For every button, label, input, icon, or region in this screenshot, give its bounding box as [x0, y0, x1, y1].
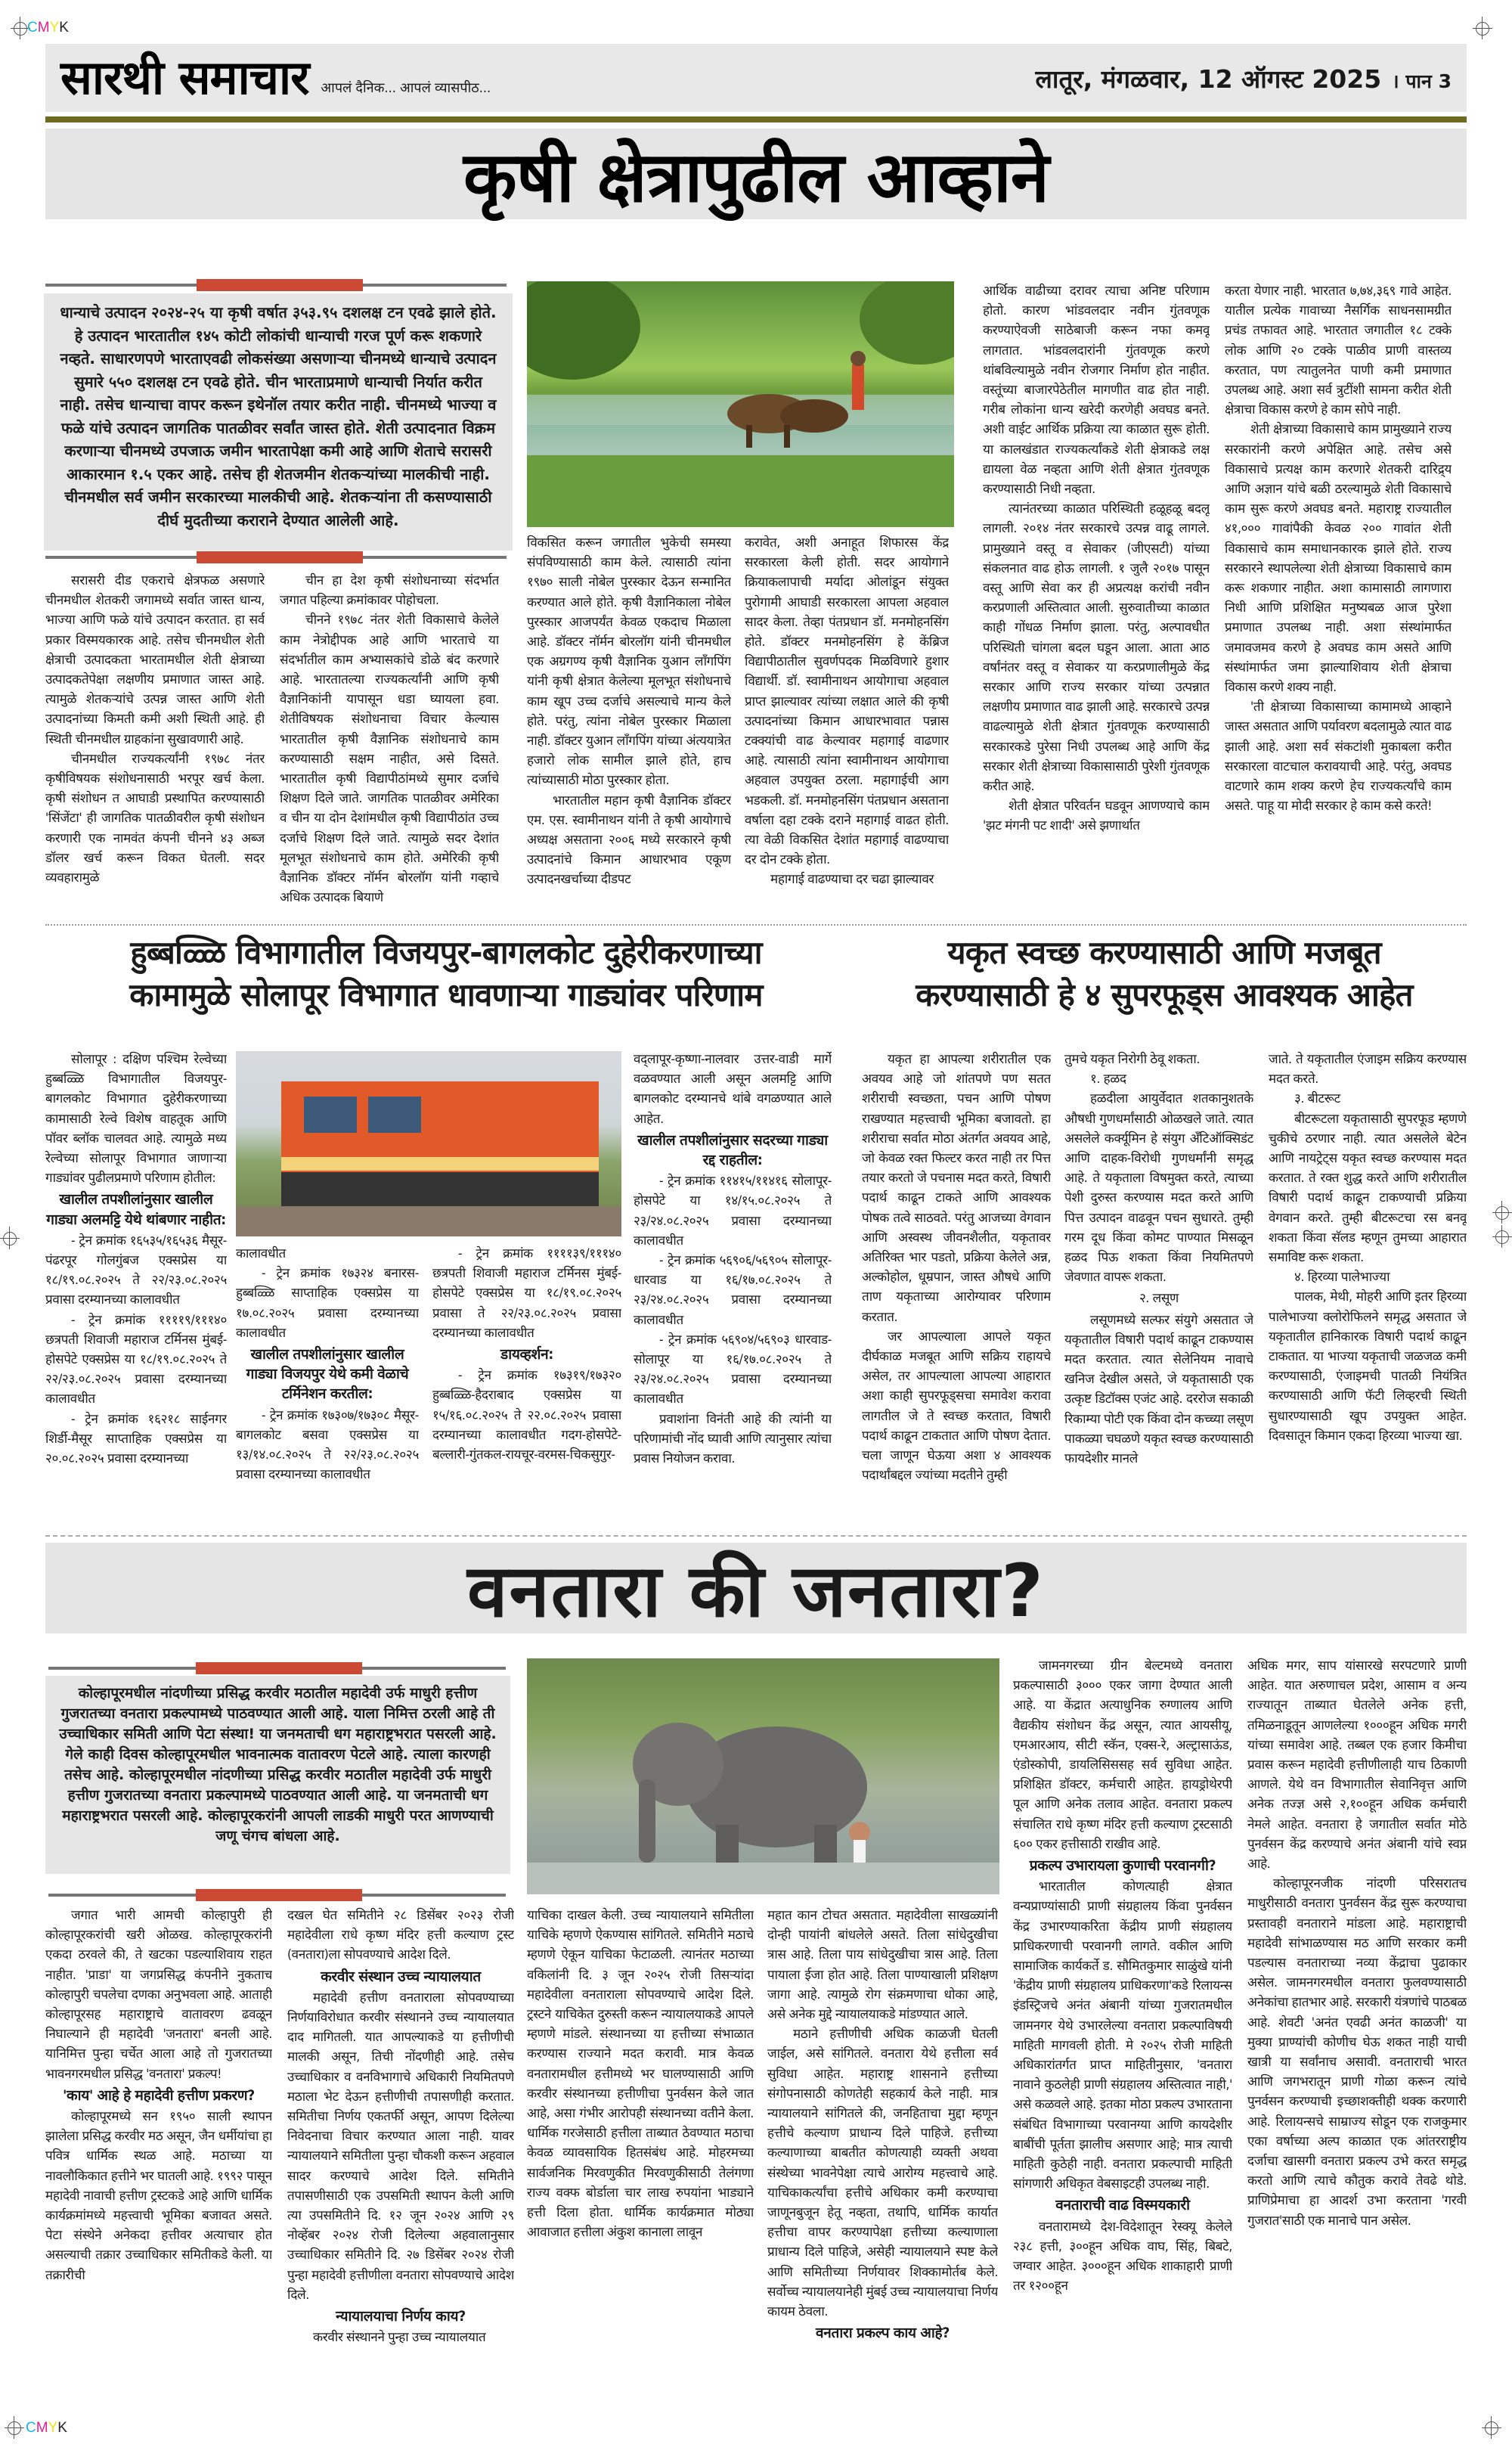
- vantara-title: वनतारा की जनतारा?: [467, 1548, 1045, 1633]
- paragraph: वद्लापूर-कृष्णा-नालवार उत्तर-वाडी मार्गे वळवण्यात आली असून अलमट्टि आणि बागलकोट दरम्यानचे थांबे वगळण्यात आले आहेत.: [634, 1052, 832, 1127]
- agri-column-2: [280, 571, 499, 919]
- cmyk-label-bottom: CMYK: [26, 2420, 67, 2436]
- agri-column-3: [527, 533, 731, 919]
- paragraph: सोलापूर : दक्षिण पश्चिम रेल्वेच्या हुब्बळ्ळि विभागातील विजयपुर-बागलकोट विभागात दुहेरीकरणाच्या कामासाठी रेल्वे विशेष वाहतूक आणि पॉवर ब्लॉक चालवत आहे. त्यामुळे मध्य रेल्वेच्या सोलापूर विभागात जाणाऱ्या गाड्यांवर पुढीलप्रमाणे परिणाम होतील:: [45, 1052, 227, 1187]
- agri-title: कृषी क्षेत्रापुढील आव्हाने: [463, 136, 1049, 218]
- liver-headline-line-1: यकृत स्वच्छ करण्यासाठी आणि मजबूत: [947, 934, 1381, 971]
- vantara-title-banner: [45, 1543, 1467, 1633]
- vantara-callout: कोल्हापूरमधील नांदणीच्या प्रसिद्ध करवीर मठातील महादेवी उर्फ माधुरी हत्तीण गुजरातच्या वनतारा प्रकल्पामध्ये पाठवण्यात आली आहे. याला निमित्त ठरली आहे ती उच्चाधिकार समिती आणि पेटा संस्था! या जनमताची धग महाराष्ट्रभरात पसरली आहे. गेले काही दिवस कोल्हापूरमधील भावनात्मक वातावरण पेटले आहे. त्याला कारणही तसेच आहे. कोल्हापूरमधील नांदणीच्या प्रसिद्ध करवीर मठातील महादेवी उर्फ माधुरी हत्तीण गुजरातच्या वनतारा प्रकल्पामध्ये पाठवण्यात आली आहे. या जनमताची धग महाराष्ट्रभरात पसरली आहे. कोल्हापूरकरांनी आपली लाडकी माधुरी परत आणण्याची जणू चंगच बांधला आहे.: [45, 1676, 510, 1874]
- paragraph: दखल घेत समितीने २८ डिसेंबर २०२३ रोजी महादेवीला राधे कृष्ण मंदिर हत्ती कल्याण ट्रस्ट (वनतारा)ला सोपवण्याचे आदेश दिले.: [287, 1908, 514, 1963]
- paragraph: जामनगरच्या ग्रीन बेल्टमध्ये वनतारा प्रकल्पासाठी ३००० एकर जागा देण्यात आली आहे. या केंद्रात अत्याधुनिक रुग्णालय आणि वैद्यकीय संशोधन केंद्र असून, त्यात आयसीयू, एमआरआय, सीटी स्कॅन, एक्स-रे, अल्ट्रासाऊंड, एंडोस्कोपी, डायलिसिससह सर्व सुविधा आहेत. प्रशिक्षित डॉक्टर, कर्मचारी आहेत. हायड्रोथेरपी पूल आणि अनेक तलाव आहेत. वनतारा प्रकल्प संचालित राधे कृष्ण मंदिर हत्ती कल्याण ट्रस्टसाठी ६०० एकर हत्तीसाठी राखीव आहे.: [1013, 1658, 1232, 1852]
- callout-rule-bottom: [45, 556, 507, 559]
- paragraph: लसूणमध्ये सल्फर संयुगे असतात जे यकृतातील विषारी पदार्थ काढून टाकण्यास मदत करतात. त्यात सेलेनियम नावाचे खनिज देखील असते, जे यकृतासाठी एक उत्कृष्ट डिटॉक्स एजंट आहे. दररोज सकाळी रिकाम्या पोटी एक किंवा दोन कच्च्या लसूण पाकळ्या चघळणे यकृत स्वच्छ करण्यासाठी फायदेशीर मानले: [1064, 1312, 1253, 1467]
- callout-rule-top: [48, 1667, 506, 1670]
- train-item: - ट्रेन क्रमांक ११११३९/१११४० छत्रपती शिवाजी महाराज टर्मिनस मुंबई-होसपेटे एक्सप्रेस या १८/१९.०८.२०२५ प्रवासा ते २२/२३.०८.२०२५ प्रवासा दरम्यानच्या कालावधीत: [432, 1246, 621, 1341]
- paragraph: पालक, मेथी, मोहरी आणि इतर हिरव्या पालेभाज्या क्लोरोफिलने समृद्ध असतात जे यकृतातील हानिकारक विषारी पदार्थ काढून टाकतात. या भाज्या यकृताची जळजळ कमी करण्यासाठी, एंजाइमची पातळी नियंत्रित करण्यासाठी आणि फॅटी लिव्हरची स्थिती सुधारण्यासाठी खूप उपयुक्त आहेत. दिवसातून किमान एकदा हिरव्या भाज्या खा.: [1269, 1289, 1467, 1444]
- paragraph: करावेत, अशी अनाहूत शिफारस केंद्र सरकारला केली होती. सदर आयोगाने क्रियाकलापाची मर्यादा ओलांडून संयुक्त पुरोगामी आघाडी सरकारला आपला अहवाल सादर केला. तेव्हा पंतप्रधान डॉ. मनमोहनसिंग होते. डॉक्टर मनमोहनसिंग हे केंब्रिज विद्यापीठातील सुवर्णपदक मिळविणारे हुशार विद्यार्थी. डॉ. स्वामीनाथन आयोगाचा अहवाल प्राप्त झाल्यावर त्यांच्या लक्षात आले की कृषी उत्पादनांच्या किमान आधारभावात पन्नास टक्क्यांची वाढ केल्यावर महागाई वाढणार आहे. त्यासाठी त्यांना स्वामीनाथन आयोगाचा अहवाल उपयुक्त ठरला. महागाईची आग भडकली. डॉ. मनमोहनसिंग पंतप्रधान असताना वर्षाला दहा टक्के दराने महागाई वाढत होती. त्या वेळी विकसित देशांत महागाई वाढण्याचा दर दोन टक्के होता.: [745, 535, 949, 868]
- elephant-icon: [527, 1658, 999, 1894]
- liver-column-3: [1269, 1050, 1467, 1534]
- paragraph: जाते. ते यकृतातील एंजाइम सक्रिय करण्यास मदत करते.: [1269, 1052, 1467, 1087]
- agri-photo: [527, 281, 954, 527]
- train-item: - ट्रेन क्रमांक ५६९०४/५६९०३ धारवाड-सोलापूर या १६/१७.०८.२०२५ ते २३/२४.०८.२०२५ प्रवासा दरम्यानच्या कालावधीत: [634, 1332, 832, 1407]
- agri-column-5: [983, 281, 1210, 919]
- farmer-ox-icon: [527, 281, 954, 527]
- train-item: - ट्रेन क्रमांक १७३१९/१७३२० हुब्बळ्ळि-हैदराबाद एक्सप्रेस या १५/१६.०८.२०२५ ते २२.०८.२०२५ प्रवासा दरम्यानच्या कालावधीत गदग-होसपेटे-बल्लारी-गुंतकल-रायचूर-वरमस-चिकसुगुर-: [432, 1368, 621, 1463]
- paragraph: आर्थिक वाढीच्या दरावर त्याचा अनिष्ट परिणाम होतो. कारण भांडवलदार नवीन गुंतवणूक करण्याऐवजी साठेबाजी करून नफा कमवू लागतात. भांडवलदारांनी गुंतवणूक करणे थांबविल्यामुळे नवीन रोजगार निर्माण होत नाहीत. वस्तूंच्या बाजारपेठेतील मागणीत वाढ होत नाही. गरीब लोकांना धान्य खरेदी करणेही अवघड बनते. अशी वाईट आर्थिक प्रक्रिया त्या काळात सुरू होती. या कालखंडात राज्यकर्त्यांकडे शेती क्षेत्राकडे लक्ष द्यायला वेळ नव्हता आणि शेती क्षेत्रात गुंतवणूक करण्यासाठी निधी नव्हता.: [983, 284, 1210, 498]
- train-item: - ट्रेन क्रमांक १६२१८ साईनगर शिर्डी-मैसूर साप्ताहिक एक्सप्रेस या २०.०८.२०२५ प्रवासा दरम्यानच्या: [45, 1411, 227, 1467]
- rail-subheading-4: खालील तपशीलांनुसार सदरच्या गाड्या रद्द राहतील:: [637, 1131, 828, 1169]
- agri-callout: धान्याचे उत्पादन २०२४-२५ या कृषी वर्षात ३५३.९५ दशलक्ष टन एवढे झाले होते. हे उत्पादन भारतातील १४५ कोटी लोकांची धान्याची गरज पूर्ण करू शकणारे नव्हते. साधारणपणे भारताएवढी लोकसंख्या असणाऱ्या चीनमध्ये धान्याचे उत्पादन सुमारे ५५० दशलक्ष टन एवढे होते. चीन भारताप्रमाणे धान्याची निर्यात करीत नाही. तसेच धान्याचा वापर करून इथेनॉल तयार करीत नाही. चीनमध्ये भाज्या व फळे यांचे उत्पादन जागतिक पातळीवर सर्वांत जास्त होते. शेती उत्पादनात विक्रम करणाऱ्या चीनमध्ये उपजाऊ जमीन भारतापेक्षा कमी आहे आणि शेताचे सरासरी आकारमान १.५ एकर आहे. तसेच ही शेतजमीन शेतकऱ्यांच्या मालकीची नाही. चीनमधील सर्व जमीन सरकारच्या मालकीची आहे. शेतकऱ्यांना ती कसण्यासाठी दीर्घ मुदतीच्या कराराने देण्यात आलेली आहे.: [44, 293, 513, 551]
- rail-subheading-3: डायव्हर्शन:: [500, 1346, 553, 1363]
- rail-column-3: [432, 1244, 621, 1531]
- tagline: आपलं दैनिक... आपलं व्यासपीठ...: [321, 80, 491, 96]
- superfood-heading-2: २. लसूण: [1139, 1291, 1179, 1307]
- vantara-column-3: [527, 1906, 754, 2378]
- paragraph: यकृत हा आपल्या शरीरातील एक अवयव आहे जो शांतपणे पण सतत शरीराची स्वच्छता, पचन आणि पोषण राखण्यात महत्त्वाची भूमिका बजावतो. हा शरीराचा सर्वात मोठा अंतर्गत अवयव आहे, जो केवळ रक्त फिल्टर करत नाही तर पित्त तयार करतो जे पचनास मदत करते, विषारी पदार्थ काढून टाकते आणि आवश्यक पोषक तत्वे साठवते. परंतु आजच्या वेगवान आणि अस्वस्थ जीवनशैलीत, यकृतावर अतिरिक्त भार पडतो, प्रक्रिया केलेले अन्न, अल्कोहोल, धूम्रपान, जास्त औषधे आणि ताण यकृताच्या आरोग्यावर परिणाम करतात.: [862, 1052, 1051, 1325]
- paragraph: जर आपल्याला आपले यकृत दीर्घकाळ मजबूत आणि सक्रिय राहायचे असेल, तर आपल्याला आपल्या आहारात अशा काही सुपरफूड्सचा समावेश करावा लागतील जे ते स्वच्छ करतात, विषारी पदार्थ काढून टाकतात आणि पोषण देतात. चला जाणून घेऊया अशा ४ आवश्यक पदार्थांबद्दल ज्यांच्या मदतीने तुम्ही: [862, 1329, 1051, 1484]
- paragraph: शेती क्षेत्राच्या विकासाचे काम प्रामुख्याने राज्य सरकारांनी करणे अपेक्षित आहे. तसेच असे विकासाचे प्रत्यक्ष काम करणारे शेतकरी दारिद्र्य आणि अज्ञान यांचे बळी ठरल्यामुळे शेती विकासाचे काम सुरू करणे अवघड बनते. महाराष्ट्र राज्यातील ४१,००० गावांपैकी केवळ २०० गावांत शेती विकासाचे काम समाधानकारक झाले होते. राज्य सरकारने स्थापलेल्या शेती क्षेत्राच्या विकासाचे काम करू शकणार नाहीत. अशा कामासाठी लागणारा निधी आणि प्रशिक्षित मनुष्यबळ आज पुरेशा प्रमाणात उपलब्ध नाही. अशा संस्थांमार्फत जमावजमव करणे हे अवघड काम असते आणि संस्थांमार्फत जमा झाल्याशिवाय शेती क्षेत्राचा विकास करणे शक्य नाही.: [1225, 422, 1452, 696]
- rail-column-4: [634, 1050, 832, 1534]
- paragraph: मठाने हत्तीणीची अधिक काळजी घेतली जाईल, असे सांगितले. वनतारा येथे हत्तीला सर्व सुविधा आहेत. महाराष्ट्र शासनाने हत्तीच्या संगोपनासाठी कोणतेही सहकार्य केले नाही. मात्र न्यायालयाने सांगितले की, जनहिताचा मुद्दा म्हणून हत्तीचे कल्याण प्राधान्य दिले पाहिजे. हत्तीच्या कल्याणाच्या बाबतीत कोणत्याही व्यक्ती अथवा संस्थेच्या भावनेपेक्षा त्याचे आरोग्य महत्त्वाचे आहे. याचिकाकर्त्यांचा हत्तीचे अधिकार कमी करण्याचा जाणूनबुजून हेतू नव्हता, तथापि, धार्मिक कार्यात हत्तीचा वापर करण्यापेक्षा हत्तीच्या कल्याणाला प्राधान्य दिले पाहिजे, असेही न्यायालयाने स्पष्ट केले आणि समितीच्या निर्णयावर शिक्कामोर्तब केले. सर्वोच्च न्यायालयानेही मुंबई उच्च न्यायालयाचा निर्णय कायम ठेवला.: [767, 2027, 998, 2320]
- section-divider: [45, 924, 1467, 926]
- vantara-column-2: [287, 1906, 514, 2378]
- superfood-heading-4: ४. हिरव्या पालेभाज्या: [1294, 1270, 1390, 1286]
- vantara-subheading-6: वनताराची वाढ विस्मयकारी: [1055, 2197, 1190, 2214]
- paragraph: याचिका दाखल केली. उच्च न्यायालयाने समितीला याचिके म्हणणे ऐकण्यास सांगितले. समितीने मठाचे म्हणणे ऐकून याचिका फेटाळली. त्यानंतर मठाच्या वकिलांनी दि. ३ जून २०२५ रोजी तिसऱ्यांदा महादेवीला वनताराला सोपवण्याचे आदेश दिले. ट्रस्टने याचिकेत दुरुस्ती करून न्यायालयाकडे आपले म्हणणे मांडले. संस्थानच्या या हत्तीच्या संभाळात करण्यास राज्याने मदत करावी. मात्र केवळ वनतारामधील हत्तीमध्ये भर घालण्यासाठी आणि करवीर संस्थानच्या हत्तीणीचा पुनर्वसन केले जात आहे, असा गंभीर आरोपही संस्थानच्या वतीने केला. धार्मिक गरजेसाठी हत्तीला ताब्यात ठेवण्यात मठाचा केवळ व्यावसायिक हितसंबंध आहे. मोहरमच्या सार्वजनिक मिरवणुकीत मिरवणुकीसाठी तेलंगणा राज्य वक्फ बोर्डाला चार लाख रुपयांना भाड्याने हत्ती दिला होता. धार्मिक कार्यक्रमात मोठ्या आवाजात हत्तीला अंकुश कानाला लावून: [527, 1908, 754, 2241]
- superfood-heading-3: ३. बीटरूट: [1294, 1091, 1340, 1107]
- newspaper-logo: सारथी समाचार: [60, 50, 309, 105]
- paragraph: जगात भारी आमची कोल्हापुरी ही कोल्हापूरकरांची खरी ओळख. कोल्हापूरकरांनी एकदा ठरवले की, ते खटका पडल्याशिवाय राहत नाहीत. 'प्राडा' या जगप्रसिद्ध कंपनीने नुकताच कोल्हापुरी चपलेचा दणका अनुभवला आहे. आताही कोल्हापूरसह महाराष्ट्राचे वातावरण ढवळून निघाल्याने ही महादेवी 'जनतारा' बनली आहे. यानिमित्त पुन्हा चर्चेत आला आहे तो गुजरातच्या भावनगरमधील प्रसिद्ध 'वनतारा' प्रकल्प!: [45, 1908, 272, 2082]
- registration-mark-bottom-right: [1482, 2416, 1501, 2439]
- rail-subheading-2: खालील तपशीलांनुसार खालील गाड्या विजयपुर येथे कमी वेळाचे टर्मिनेशन करतील:: [246, 1346, 409, 1403]
- paragraph: करता येणार नाही. भारतात ७,७४,३६९ गावे आहेत. यातील प्रत्येक गावाच्या नैसर्गिक साधनसामग्रीत प्रचंड तफावत आहे. भारतात जगातील १८ टक्के लोक आणि २० टक्के पाळीव प्राणी वास्तव्य करतात, पण त्यातुलनेत पाणी कमी प्रमाणात उपलब्ध आहे. अशा सर्व त्रुटींशी सामना करीत शेती क्षेत्राचा विकास करणे हे काम सोपे नाही.: [1225, 284, 1452, 418]
- train-item: - ट्रेन क्रमांक १७३०७/१७३०८ मैसूर-बागलकोट बसवा एक्सप्रेस या १३/१४.०८.२०२५ ते २२/२३.०८.२०२५ प्रवासा दरम्यानच्या कालावधीत: [236, 1407, 419, 1483]
- liver-headline-line-2: करण्यासाठी हे ४ सुपरफूड्स आवश्यक आहेत: [916, 976, 1413, 1013]
- cmyk-label-top: CMYK: [27, 20, 69, 36]
- page-number: । पान 3: [1392, 70, 1452, 92]
- registration-mark-right-2: [1492, 1225, 1512, 1248]
- vantara-column-6: [1247, 1656, 1467, 2378]
- vantara-subheading-5: प्रकल्प उभारायला कुणाची परवानगी?: [1029, 1857, 1216, 1875]
- date-place: लातूर, मंगळवार, 12 ऑगस्ट 2025: [1035, 64, 1382, 94]
- vantara-column-4: [767, 1906, 998, 2378]
- liver-column-2: [1064, 1050, 1253, 1534]
- liver-headline: [862, 932, 1467, 1016]
- paragraph: चीनमधील राज्यकर्त्यांनी १९७८ नंतर कृषीविषयक संशोधनासाठी भरपूर खर्च केला. कृषी संशोधन त आघाडी प्रस्थापित करण्यासाठी 'सिंजेंटा' ही जागतिक पातळीवरील कृषी संशोधन करणारी एक नामवंत कंपनी चीनने ४३ अब्ज डॉलर खर्च करून विकत घेतली. सदर व्यवहारामुळे: [45, 751, 265, 886]
- vantara-column-5: [1013, 1656, 1232, 2378]
- agri-column-4: [745, 533, 949, 919]
- vantara-subheading-4: वनतारा प्रकल्प काय आहे?: [816, 2325, 950, 2342]
- callout-rule-top: [45, 284, 507, 287]
- registration-mark-right: [1492, 1201, 1512, 1224]
- train-item: - ट्रेन क्रमांक ११११९/१११४० छत्रपती शिवाजी महाराज टर्मिनस मुंबई-होसपेटे एक्सप्रेस या १८/१९.०८.२०२५ ते २२/२३.०८.२०२५ प्रवासा दरम्यानच्या कालावधीत: [45, 1312, 227, 1407]
- paragraph: महागाई वाढण्याचा दर चढा झाल्यावर: [770, 872, 934, 888]
- paragraph: 'ती क्षेत्राच्या विकासाच्या कामामध्ये आव्हाने जास्त असतात आणि पर्यावरण बदलामुळे त्यात वाढ झाली आहे. अशा सर्व संकटांशी मुकाबला करीत सरकारला वाटचाल करावयाची आहे. परंतु, अवघड वाटणारे काम शक्य करणे हेच राज्यकर्त्यांचे काम असते. पाहू या मोदी सरकार हे काम कसे करते!: [1225, 700, 1452, 814]
- vantara-subheading-2: करवीर संस्थान उच्च न्यायालयात: [321, 1968, 481, 1985]
- paragraph: करवीर संस्थानने पुन्हा उच्च न्यायालयात: [313, 2330, 486, 2346]
- paragraph: चीनने १९७८ नंतर शेती विकासाचे केलेले काम नेत्रोद्दीपक आहे आणि भारताचे या संदर्भातील काम अभ्यासकांचे डोळे बंद करणारे आहे. भारतातल्या राज्यकर्त्यांनी आणि कृषी वैज्ञानिकांनी यापासून धडा घ्यायला हवा. शेतीविषयक संशोधनाचा विचार केल्यास भारतातील कृषी वैज्ञानिक संशोधनाचे काम करण्यासाठी सक्षम नाहीत, असे दिसते. भारतातील कृषी विद्यापीठांमध्ये सुमार दर्जाचे शिक्षण दिले जाते. जागतिक पातळीवर अमेरिका व चीन या दोन देशांमधील कृषी विद्यापीठांत उच्च दर्जाचे शिक्षण दिले जाते. त्यामुळे सदर देशांत मूलभूत संशोधनाचे काम होते. अमेरिकी कृषी वैज्ञानिक डॉक्टर नॉर्मन बोरलॉग यांनी गव्हाचे अधिक उत्पादक बियाणे: [280, 613, 499, 906]
- callout-rule-bottom: [48, 1894, 506, 1897]
- masthead-rule: [45, 116, 1467, 123]
- paragraph: तुमचे यकृत निरोगी ठेवू शकता.: [1064, 1052, 1201, 1067]
- paragraph: कोल्हापूरनजीक नांदणी परिसरातच माधुरीसाठी वनतारा पुनर्वसन केंद्र सुरू करण्याचा प्रस्तावही वनताराने मांडला आहे. महाराष्ट्राची महादेवी सांभाळण्यास मठ आणि सरकार कमी पडल्यास वनताराच्या नव्या केंद्राचा पुढाकार असेल. जामनगरमधील वनतारा फुलवण्यासाठी अनेकांचा हातभार आहे. सरकारी यंत्रणांचे पाठबळ आहे. शेवटी 'अनंत एवढी अनंत काळजी' या मुक्या प्राण्यांची कोणीच घेऊ शकत नाही याची खात्री या सर्वांनाच असावी. वनताराची भारत आणि जगभरातून प्राणी गोळा करून त्यांचे पुनर्वसन करण्याची इच्छाशक्तीही थक्क करणारी आहे. रिलायन्सचे साम्राज्य सोडून एक राजकुमार एका वर्षाच्या अल्प काळात एक आंतरराष्ट्रीय दर्जाचा खासगी वनतारा प्रकल्प उभे करत समृद्ध करतो आणि त्याचे कौतुक करावे तेवढे थोडे. प्राणिप्रेमाचा हा आदर्श उभा करताना 'गरवी गुजरात'साठी एक मानाचे पान असेल.: [1247, 1876, 1467, 2229]
- train-item: - ट्रेन क्रमांक १६५३५/१६५३६ मैसूर-पंढरपूर गोलगुंबज एक्सप्रेस या १८/१९.०८.२०२५ ते २२/२३.०८.२०२५ प्रवासा दरम्यानच्या कालावधीत: [45, 1233, 227, 1308]
- rail-headline-line-1: हुब्बळ्ळि विभागातील विजयपुर-बागलकोट दुहेरीकरणाच्या: [130, 934, 762, 971]
- paragraph: शेती क्षेत्रात परिवर्तन घडवून आणण्याचे काम 'झट मंगनी पट शादी' असे झणार्थात: [983, 799, 1210, 834]
- paragraph: अधिक मगर, साप यांसारखे सरपटणारे प्राणी आहेत. यात अरुणाचल प्रदेश, आसाम व अन्य राज्यातून ताब्यात घेतलेले अनेक हत्ती, तमिळनाडूतून आणलेल्या १०००हून अधिक मगरी यांच्या समावेश आहे. तब्बल एक हजार किमीचा प्रवास करून महादेवी हत्तीणीलाही याच ठिकाणी आणले. येथे वन विभागातील सेवानिवृत्त आणि अनेक तज्ज्ञ असे २,१००हून अधिक कर्मचारी नेमले आहेत. वनतारा हे जगातील सर्वात मोठे पुनर्वसन केंद्र करण्याचे अनंत अंबानी यांचे स्वप्न आहे.: [1247, 1658, 1467, 1872]
- paragraph: बीटरूटला यकृतासाठी सुपरफूड म्हणणे चुकीचे ठरणार नाही. त्यात असलेले बेटेन आणि नायट्रेट्स यकृत स्वच्छ करण्यास मदत करतात. ते रक्त शुद्ध करते आणि शरीरातील विषारी पदार्थ काढून टाकण्याची प्रक्रिया वेगवान करते. तुम्ही बीटरूटचा रस बनवू शकता किंवा सॅलड म्हणून तुमच्या आहारात समाविष्ट करू शकता.: [1269, 1111, 1467, 1266]
- rail-column-1: [45, 1050, 227, 1534]
- train-item: - ट्रेन क्रमांक ११४१५/११४१६ सोलापूर-होसपेटे या १४/१५.०८.२०२५ ते २३/२४.०८.२०२५ प्रवासा दरम्यानच्या कालावधीत: [634, 1174, 832, 1249]
- vantara-subheading-3: न्यायालयाचा निर्णय काय?: [336, 2308, 466, 2325]
- agri-column-6: [1225, 281, 1452, 919]
- paragraph: भारतातील कोणत्याही क्षेत्रात वन्यप्राण्यांसाठी प्राणी संग्रहालय किंवा पुनर्वसन केंद्र उभारण्याकरिता केंद्रीय प्राणी संग्रहालय प्राधिकरणाची परवानगी लागते. वकील आणि सामाजिक कार्यकर्ते ड. सौमितकुमार साळुंखे यांनी 'केंद्रीय प्राणी संग्रहालय प्राधिकरणा'कडे रिलायन्स इंडस्ट्रिजचे अनंत अंबानी यांच्या गुजरातमधील जामनगर येथे उभारलेल्या वनतारा प्रकल्पाविषयी माहिती मागवली होती. मे २०२५ रोजी माहिती अधिकारांतर्गत प्राप्त माहितीनुसार, 'वनतारा नावाने कुठलेही प्राणी संग्रहालय अस्तित्वात नाही,' असे कळवले आहे. इतका मोठा प्रकल्प उभारताना संबंधित विभागाच्या परवानग्या आणि कायदेशीर बाबींची पूर्तता झालीच असणार आहे; मात्र त्याची माहिती कुठेही नाही. वनतारा प्रकल्पाची माहिती सांगणारी अधिकृत वेबसाइटही उपलब्ध नाही.: [1013, 1879, 1232, 2192]
- paragraph: कालावधीत: [236, 1246, 286, 1261]
- dateline: [1036, 61, 1452, 95]
- train-engine-icon: [236, 1051, 621, 1236]
- paragraph: महात कान टोचत असतात. महादेवीला साखळ्यांनी दोन्ही पायांनी बांधलेले असते. तिला सांधेदुखीचा त्रास आहे. तिला पाय सांधेदुखीचा त्रास आहे. तिला पायाला ईजा होत आहे. तिला पाण्याखाली प्रशिक्षण जागा आहे. त्यामुळे रोग संक्रमणाचा धोका आहे, असे अनेक मुद्दे न्यायालयाकडे मांडण्यात आले.: [767, 1908, 998, 2023]
- paragraph: सरासरी दीड एकराचे क्षेत्रफळ असणारे चीनमधील शेतकरी जगामध्ये सर्वात जास्त धान्य, भाज्या आणि फळे यांचे उत्पादन करतात. हा सर्व प्रकार विस्मयकारक आहे. तसेच चीनमधील शेती क्षेत्राची उत्पादकता भारतामधील शेती क्षेत्राच्या उत्पादकतेपेक्षा लक्षणीय प्रमाणात जास्त आहे. त्यामुळे शेतकऱ्यांचे उत्पन्न जास्त आणि शेती उत्पादनांच्या किमती कमी अशी स्थिती आहे. ही स्थिती चीनमधील ग्राहकांना सुखावणारी आहे.: [45, 573, 265, 747]
- train-item: - ट्रेन क्रमांक ५६९०६/५६९०५ सोलापूर-धारवाड या १६/१७.०८.२०२५ ते २३/२४.०८.२०२५ प्रवासा दरम्यानच्या कालावधीत: [634, 1253, 832, 1328]
- rail-headline-line-2: कामामुळे सोलापूर विभागात धावणाऱ्या गाड्यांवर परिणाम: [129, 976, 763, 1013]
- rail-photo: [236, 1051, 621, 1236]
- paragraph: त्यानंतरच्या काळात परिस्थिती हळूहळू बदलू लागली. २०१४ नंतर सरकारचे उत्पन्न वाढू लागले. प्रामुख्याने वस्तू व सेवाकर (जीएसटी) यांच्या संकलनात वाढ होऊ लागली. १ जुलै २०१७ पासून वस्तू आणि सेवा कर ही अप्रत्यक्ष करांची नवीन करप्रणाली अस्तित्वात आली. सुरुवातीच्या काळात काही गोंधळ निर्माण झाला. परंतु, अल्पावधीत परिस्थिती चांगला बदल घडून आला. आता आठ वर्षांनंतर वस्तू व सेवाकर या करप्रणालीमुळे केंद्र सरकार आणि राज्य सरकार यांच्या उत्पन्नात लक्षणीय प्रमाणात वाढ झाली आहे. सरकारचे उत्पन्न वाढल्यामुळे शेती क्षेत्रात गुंतवणूक करण्यासाठी सरकारकडे पुरेसा निधी उपलब्ध आहे आणि केंद्र सरकार शेती क्षेत्राच्या विकासासाठी पुरेशी गुंतवणूक करीत आहे.: [983, 501, 1210, 795]
- registration-mark-bottom-left: [5, 2416, 24, 2439]
- rail-column-2: [236, 1244, 419, 1531]
- agri-column-1: [45, 571, 265, 919]
- masthead: [45, 44, 1467, 112]
- vantara-subheading-1: 'काय' आहे हे महादेवी हत्तीण प्रकरण?: [63, 2086, 255, 2104]
- rail-headline: [45, 932, 847, 1016]
- registration-mark-left: [0, 1227, 20, 1249]
- paragraph: चीन हा देश कृषी संशोधनाच्या संदर्भात जगात पहिल्या क्रमांकावर पोहोचला.: [280, 573, 499, 609]
- paragraph: विकसित करून जगातील भुकेची समस्या संपविण्यासाठी काम केले. त्यासाठी त्यांना १९७० साली नोबेल पुरस्कार देऊन सन्मानित करण्यात आले होते. कृषी वैज्ञानिकाला नोबेल पुरस्कार आजपर्यंत केवळ एकदाच मिळाला आहे. डॉक्टर नॉर्मन बोरलॉग यांनी चीनमधील एक अग्रगण्य कृषी वैज्ञानिक युआन लाँगपिंग यांनी कृषी क्षेत्रात केलेल्या मूलभूत संशोधनाचे काम खूप उच्च दर्जाचे असल्याचे मान्य केले होते. परंतु, त्यांना नोबेल पुरस्कार मिळाला नाही. डॉक्टर युआन लाँगपिंग यांच्या अंत्ययात्रेत हजारो लोक सामील झाले होते, हाच त्यांच्यासाठी मोठा पुरस्कार होता.: [527, 535, 731, 789]
- paragraph: महादेवी हत्तीण वनताराला सोपवण्याच्या निर्णयाविरोधात करवीर संस्थानने उच्च न्यायालयात दाद मागितली. यात आपल्याकडे या हत्तीणीची मालकी असून, तिची नोंदणीही आहे. तसेच उच्चाधिकार व वनविभागाचे अधिकारी नियमितपणे मठाला भेट देऊन हत्तीणीची तपासणीही करतात. समितीचा निर्णय एकतर्फी असून, आपण दिलेल्या निवेदनाचा विचार करण्यात आला नाही. यावर न्यायालयाने समितीला पुन्हा चौकशी करून अहवाल सादर करण्याचे आदेश दिले. समितीने तपासणीसाठी एक उपसमिती स्थापन केली आणि त्या उपसमितीने दि. १२ जून २०२४ आणि २९ नोव्हेंबर २०२४ रोजी दिलेल्या अहवालानुसार उच्चाधिकार समितीने दि. २७ डिसेंबर २०२४ रोजी पुन्हा महादेवी हत्तीणीला वनतारा सोपवण्याचे आदेश दिले.: [287, 1990, 514, 2303]
- vantara-photo: [527, 1658, 999, 1894]
- paragraph: प्रवाशांना विनंती आहे की त्यांनी या परिणामांची नोंद घ्यावी आणि त्यानुसार त्यांचा प्रवास नियोजन करावा.: [634, 1411, 832, 1467]
- paragraph: हळदीला आयुर्वेदात शतकानुशतके औषधी गुणधर्मांसाठी ओळखले जाते. त्यात असलेले कर्क्यूमिन हे संयुग अँटिऑक्सिडंट आणि दाहक-विरोधी गुणधर्मांनी समृद्ध आहे. ते यकृताला विषमुक्त करते, त्याच्या पेशी दुरुस्त करण्यास मदत करते आणि पित्त उत्पादन वाढवून पचन सुधारते. तुम्ही गरम दूध किंवा कोमट पाण्यात मिसळून हळद पिऊ शकता किंवा नियमितपणे जेवणात वापरू शकता.: [1064, 1091, 1253, 1286]
- superfood-heading-1: १. हळद: [1090, 1072, 1126, 1087]
- liver-column-1: [862, 1050, 1051, 1534]
- vantara-column-1: [45, 1906, 272, 2378]
- registration-mark-top-right: [1473, 17, 1492, 39]
- paragraph: कोल्हापूरमध्ये सन १९५० साली स्थापन झालेला प्रसिद्ध करवीर मठ असून, जैन धर्मीयांचा हा पवित्र धार्मिक स्थळ आहे. मठाच्या या नावलौकिकात हत्तीने भर घातली आहे. १९९२ पासून महादेवी नावाची हत्तीण ट्रस्टकडे आहे आणि धार्मिक कार्यक्रमांमध्ये महत्त्वाची भूमिका बजावत असते. पेटा संस्थेने अनेकदा हत्तीवर अत्याचार होत असल्याची तक्रार उच्चाधिकार समितीकडे केली. या तक्रारीची: [45, 2109, 272, 2283]
- section-divider: [45, 1535, 1467, 1537]
- paragraph: वनतारामध्ये देश-विदेशातून रेस्क्यू केलेले २३८ हत्ती, ३००हून अधिक वाघ, सिंह, बिबटे, जग्वार आहेत. ३०००हून अधिक शाकाहारी प्राणी तर १२००हून: [1013, 2219, 1232, 2294]
- train-item: - ट्रेन क्रमांक १७३२४ बनारस-हुब्बळ्ळि साप्ताहिक एक्सप्रेस या १७.०८.२०२५ प्रवासा दरम्यानच्या कालावधीत: [236, 1266, 419, 1341]
- paragraph: भारतातील महान कृषी वैज्ञानिक डॉक्टर एम. एस. स्वामीनाथन यांनी ते कृषी आयोगाचे अध्यक्ष असताना २००६ मध्ये सरकारने कृषी उत्पादनांचे किमान आधारभाव एकूण उत्पादनखर्चाच्या दीडपट: [527, 793, 731, 888]
- agri-title-banner: [45, 129, 1467, 219]
- rail-subheading-1: खालील तपशीलांनुसार खालील गाड्या अलमट्टि येथे थांबणार नाहीत:: [46, 1191, 226, 1228]
